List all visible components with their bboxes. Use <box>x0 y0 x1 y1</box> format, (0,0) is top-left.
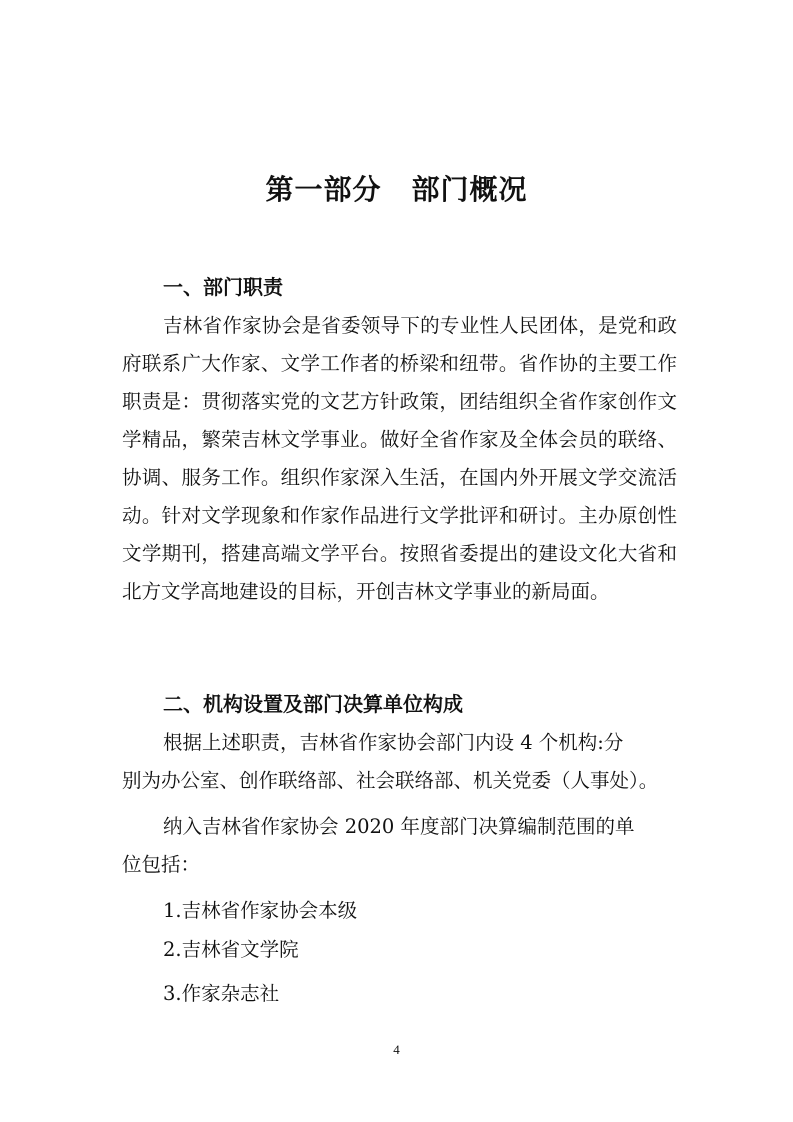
page-number: 4 <box>393 1042 400 1057</box>
scope-paragraph-line: 位包括： <box>122 853 201 876</box>
unit-list-item: 3.作家杂志社 <box>163 982 280 1005</box>
unit-list-item: 1.吉林省作家协会本级 <box>163 899 358 922</box>
structure-paragraph-line: 别为办公室、创作联络部、社会联络部、机关党委（人事处）。 <box>122 769 659 792</box>
duties-paragraph: 吉林省作家协会是省委领导下的专业性人民团体，是党和政府联系广大作家、文学工作者的桥梁和纽带。省作协的主要工作职责是：贯彻落实党的文艺方针政策，团结组织全省作家创作文学精品，繁荣吉林文学事业。做好全省作家及全体会员的联络、协调、服务工作。组织作家深入生活，在国内外开展文学交流活动。针对文学现象和作家作品进行文学批评和研讨。主办原创性文学期刊，搭建高端文学平台。按照省委提出的建设文化大省和北方文学高地建设的目标，开创吉林文学事业的新局面。 <box>122 314 677 603</box>
page-title <box>0 168 793 208</box>
title-name: 部门概况 <box>411 173 528 206</box>
title-part: 第一部分 <box>265 173 382 206</box>
structure-paragraph-line: 根据上述职责，吉林省作家协会部门内设 4 个机构:分 <box>163 731 624 754</box>
section-heading-duties: 一、部门职责 <box>163 275 283 299</box>
scope-paragraph-line: 纳入吉林省作家协会 2020 年度部门决算编制范围的单 <box>163 815 635 838</box>
section-heading-structure: 二、机构设置及部门决算单位构成 <box>163 692 463 716</box>
unit-list-item: 2.吉林省文学院 <box>163 938 299 961</box>
